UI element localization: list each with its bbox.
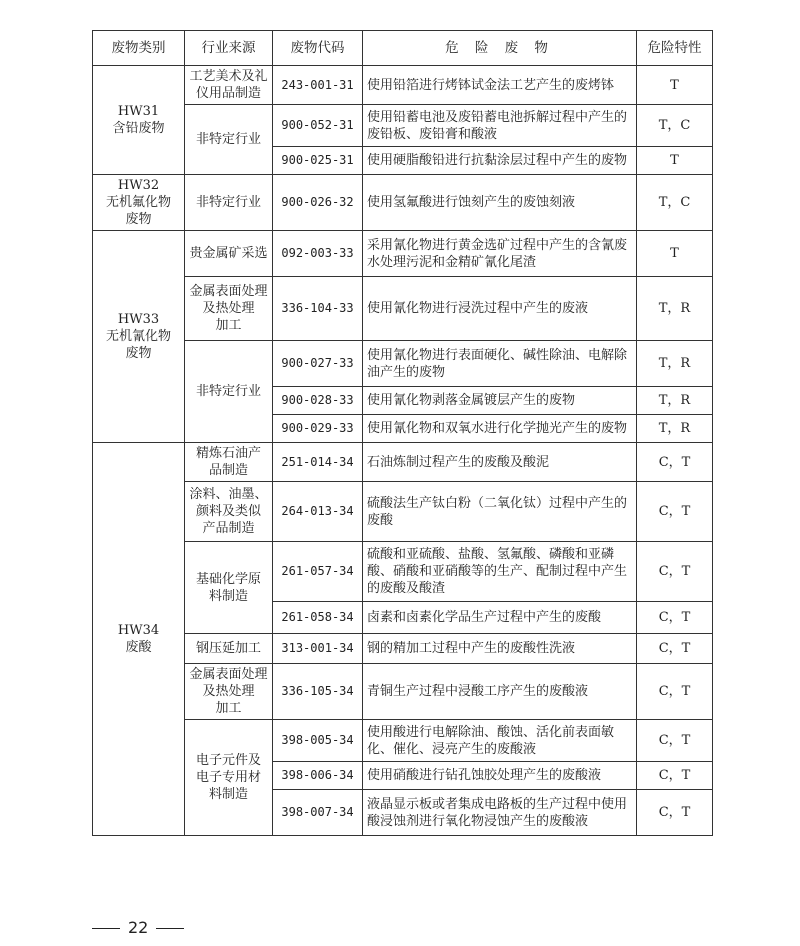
table-row bbox=[93, 66, 713, 105]
table-row bbox=[93, 105, 713, 147]
waste-code-cell: 264-013-34 bbox=[273, 482, 363, 542]
waste-description-cell: 使用硝酸进行钻孔蚀胶处理产生的废酸液 bbox=[363, 762, 637, 790]
industry-source-cell: 非特定行业 bbox=[185, 175, 273, 231]
waste-description-cell: 使用氢氟酸进行蚀刻产生的废蚀刻液 bbox=[363, 175, 637, 231]
table-row bbox=[93, 634, 713, 664]
hazard-characteristic-cell: T，R bbox=[637, 415, 713, 443]
industry-source-cell: 工艺美术及礼 仪用品制造 bbox=[185, 66, 273, 105]
waste-code-cell: 398-005-34 bbox=[273, 720, 363, 762]
industry-source-cell: 非特定行业 bbox=[185, 105, 273, 175]
table-body bbox=[93, 66, 713, 836]
hazard-characteristic-cell: C，T bbox=[637, 443, 713, 482]
waste-description-cell: 液晶显示板或者集成电路板的生产过程中使用酸浸蚀剂进行氧化物浸蚀产生的废酸液 bbox=[363, 790, 637, 836]
waste-category-cell: HW31 含铅废物 bbox=[93, 66, 185, 175]
waste-description-cell: 石油炼制过程产生的废酸及酸泥 bbox=[363, 443, 637, 482]
waste-description-cell: 使用氰化物进行浸洗过程中产生的废液 bbox=[363, 277, 637, 341]
industry-source-cell: 金属表面处理 及热处理 加工 bbox=[185, 277, 273, 341]
hazard-characteristic-cell: T，R bbox=[637, 341, 713, 387]
industry-source-cell: 涂料、油墨、 颜料及类似 产品制造 bbox=[185, 482, 273, 542]
industry-source-cell: 金属表面处理 及热处理 加工 bbox=[185, 664, 273, 720]
industry-source-cell: 电子元件及 电子专用材 料制造 bbox=[185, 720, 273, 836]
waste-category-cell: HW34 废酸 bbox=[93, 443, 185, 836]
footer-dash-left bbox=[92, 928, 120, 929]
waste-description-cell: 使用氰化物进行表面硬化、碱性除油、电解除油产生的废物 bbox=[363, 341, 637, 387]
waste-code-cell: 900-026-32 bbox=[273, 175, 363, 231]
waste-code-cell: 092-003-33 bbox=[273, 231, 363, 277]
waste-code-cell: 261-057-34 bbox=[273, 542, 363, 602]
waste-description-cell: 使用铅蓄电池及废铅蓄电池拆解过程中产生的废铅板、废铅膏和酸液 bbox=[363, 105, 637, 147]
table-row bbox=[93, 664, 713, 720]
hazard-characteristic-cell: C，T bbox=[637, 634, 713, 664]
waste-description-cell: 硫酸法生产钛白粉（二氧化钛）过程中产生的废酸 bbox=[363, 482, 637, 542]
hazardous-waste-table bbox=[92, 30, 713, 836]
table-row bbox=[93, 231, 713, 277]
industry-source-cell: 精炼石油产 品制造 bbox=[185, 443, 273, 482]
table-row bbox=[93, 720, 713, 762]
header-source: 行业来源 bbox=[185, 31, 273, 66]
waste-description-cell: 使用铅箔进行烤钵试金法工艺产生的废烤钵 bbox=[363, 66, 637, 105]
waste-description-cell: 钢的精加工过程中产生的废酸性洗液 bbox=[363, 634, 637, 664]
waste-code-cell: 251-014-34 bbox=[273, 443, 363, 482]
waste-code-cell: 900-052-31 bbox=[273, 105, 363, 147]
hazard-characteristic-cell: C，T bbox=[637, 790, 713, 836]
waste-description-cell: 青铜生产过程中浸酸工序产生的废酸液 bbox=[363, 664, 637, 720]
table-row bbox=[93, 175, 713, 231]
hazard-characteristic-cell: T，C bbox=[637, 105, 713, 147]
industry-source-cell: 非特定行业 bbox=[185, 341, 273, 443]
footer-dash-right bbox=[156, 928, 184, 929]
waste-code-cell: 900-029-33 bbox=[273, 415, 363, 443]
waste-code-cell: 243-001-31 bbox=[273, 66, 363, 105]
waste-description-cell: 使用酸进行电解除油、酸蚀、活化前表面敏化、催化、浸亮产生的废酸液 bbox=[363, 720, 637, 762]
waste-code-cell: 313-001-34 bbox=[273, 634, 363, 664]
waste-category-cell: HW32 无机氟化物 废物 bbox=[93, 175, 185, 231]
industry-source-cell: 钢压延加工 bbox=[185, 634, 273, 664]
header-hazard: 危险特性 bbox=[637, 31, 713, 66]
table-row bbox=[93, 482, 713, 542]
industry-source-cell: 基础化学原 料制造 bbox=[185, 542, 273, 634]
waste-code-cell: 398-007-34 bbox=[273, 790, 363, 836]
hazard-characteristic-cell: T bbox=[637, 147, 713, 175]
waste-category-cell: HW33 无机氰化物 废物 bbox=[93, 231, 185, 443]
table-row bbox=[93, 443, 713, 482]
hazard-characteristic-cell: T bbox=[637, 231, 713, 277]
hazard-characteristic-cell: T，R bbox=[637, 387, 713, 415]
hazard-characteristic-cell: C，T bbox=[637, 602, 713, 634]
hazard-characteristic-cell: T，C bbox=[637, 175, 713, 231]
waste-code-cell: 900-028-33 bbox=[273, 387, 363, 415]
waste-description-cell: 使用氰化物和双氧水进行化学抛光产生的废物 bbox=[363, 415, 637, 443]
header-description: 危 险 废 物 bbox=[363, 31, 637, 66]
hazard-characteristic-cell: T，R bbox=[637, 277, 713, 341]
waste-code-cell: 900-027-33 bbox=[273, 341, 363, 387]
table-row bbox=[93, 341, 713, 387]
header-category: 废物类别 bbox=[93, 31, 185, 66]
hazard-characteristic-cell: C，T bbox=[637, 664, 713, 720]
waste-description-cell: 使用硬脂酸铅进行抗黏涂层过程中产生的废物 bbox=[363, 147, 637, 175]
page-number: 22 bbox=[128, 918, 149, 937]
page-footer bbox=[92, 918, 184, 937]
header-code: 废物代码 bbox=[273, 31, 363, 66]
waste-description-cell: 硫酸和亚硫酸、盐酸、氢氟酸、磷酸和亚磷酸、硝酸和亚硝酸等的生产、配制过程中产生的废酸及酸渣 bbox=[363, 542, 637, 602]
hazard-characteristic-cell: C，T bbox=[637, 762, 713, 790]
waste-code-cell: 336-105-34 bbox=[273, 664, 363, 720]
table-row bbox=[93, 277, 713, 341]
waste-code-cell: 261-058-34 bbox=[273, 602, 363, 634]
hazard-characteristic-cell: T bbox=[637, 66, 713, 105]
waste-code-cell: 398-006-34 bbox=[273, 762, 363, 790]
waste-description-cell: 卤素和卤素化学品生产过程中产生的废酸 bbox=[363, 602, 637, 634]
waste-code-cell: 336-104-33 bbox=[273, 277, 363, 341]
hazard-characteristic-cell: C，T bbox=[637, 482, 713, 542]
waste-code-cell: 900-025-31 bbox=[273, 147, 363, 175]
waste-description-cell: 使用氰化物剥落金属镀层产生的废物 bbox=[363, 387, 637, 415]
table-row bbox=[93, 542, 713, 602]
hazard-characteristic-cell: C，T bbox=[637, 542, 713, 602]
hazard-characteristic-cell: C，T bbox=[637, 720, 713, 762]
industry-source-cell: 贵金属矿采选 bbox=[185, 231, 273, 277]
table-header-row bbox=[93, 31, 713, 66]
waste-description-cell: 采用氰化物进行黄金选矿过程中产生的含氰废水处理污泥和金精矿氰化尾渣 bbox=[363, 231, 637, 277]
